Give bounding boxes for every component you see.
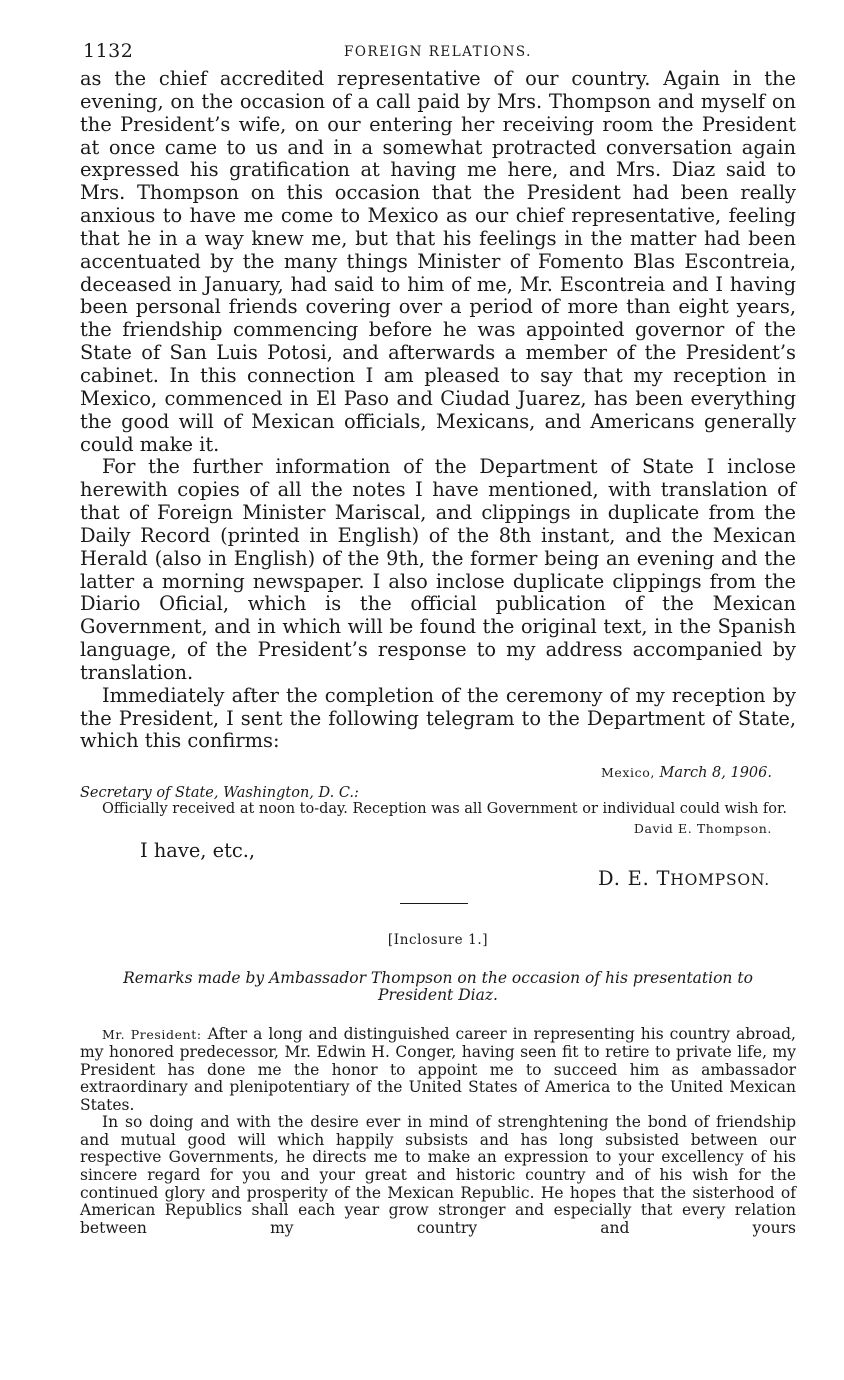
complimentary-close: I have, etc., bbox=[140, 839, 256, 863]
remarks-title: Remarks made by Ambassador Thompson on the occasion of his presentation to President Diaz. bbox=[123, 969, 753, 1005]
signature-rest: HOMPSON. bbox=[670, 871, 770, 890]
paragraph-2: For the further information of the Department of State I inclose herewith copies of all the notes I have mentioned, with translation of that of Foreign Minister Mariscal, and clippings in duplicate from the Daily Record (printed in English) of the 8th instant, and the Mexican Herald (also in English) of the 9th, the former being an evening and the latter a morning newspaper. I also inclose duplicate clippings from the Diario Oficial, which is the official publication of the Mexican Government, and in which will be found the original text, in the Spanish language, of the President’s response to my address accompanied by translation. bbox=[80, 455, 796, 684]
page-header bbox=[80, 40, 796, 68]
speech bbox=[80, 1026, 796, 1237]
telegram-text: Officially received at noon to-day. Reception was all Government or individual could wish for. bbox=[102, 801, 787, 818]
running-head: FOREIGN RELATIONS. bbox=[344, 44, 532, 60]
telegram-dateline bbox=[80, 765, 772, 785]
speech-address: Mr. President: bbox=[102, 1027, 202, 1043]
speech-paragraph-2: In so doing and with the desire ever in mind of strenghtening the bond of friendship and mutual good will which happily subsists and has long subsisted between our respective Governments, he directs me to make an expression to your excellency of his sincere regard for you and your great and historic country and of his wish for the continued glory and prosperity of the Mexican Republic. He hopes that the sisterhood of American Republics shall each year grow stronger and especially that every relation between my country and yours bbox=[80, 1113, 796, 1237]
telegram bbox=[80, 765, 796, 837]
telegram-address: Secretary of State, Washington, D. C.: bbox=[80, 785, 359, 802]
paragraph-3: Immediately after the completion of the ceremony of my reception by the President, I sent the following telegram to the Department of State, which this confirms: bbox=[80, 683, 796, 753]
page-number: 1132 bbox=[83, 40, 134, 62]
signature-initials: D. E. T bbox=[598, 867, 671, 891]
letter-body bbox=[80, 68, 796, 753]
document-page bbox=[80, 40, 796, 1237]
telegram-signature: David E. Thompson. bbox=[633, 821, 772, 837]
inclosure-label: [Inclosure 1.] bbox=[387, 932, 489, 949]
paragraph-1: as the chief accredited representative of our country. Again in the evening, on the occasion of a call paid by Mrs. Thompson and myself on the President’s wife, on our entering her receiving room the President at once came to us and in a somewhat protracted conversation again expressed his gratification at having me here, and Mrs. Diaz said to Mrs. Thompson on this occasion that the President had been really anxious to have me come to Mexico as our chief representative, feeling that he in a way knew me, but that his feelings in the matter had been accentuated by the many things Minister of Fomento Blas Escontreia, deceased in January, had said to him of me, Mr. Escontreia and I having been personal friends covering over a period of more than eight years, the friendship commencing before he was appointed governor of the State of San Luis Potosi, and afterwards a member of the President’s cabinet. In this connection I am pleased to say that my reception in Mexico, commenced in El Paso and Ciudad Juarez, has been everything the good will of Mexican officials, Mexicans, and Americans generally could make it. bbox=[80, 67, 796, 456]
closing-block bbox=[80, 839, 796, 893]
telegram-date: March 8, 1906. bbox=[659, 765, 772, 782]
speech-paragraph-1 bbox=[80, 1026, 796, 1114]
section-divider bbox=[400, 903, 468, 904]
closing-signature bbox=[598, 867, 770, 890]
speech-text-1: After a long and distinguished career in representing his country abroad, my honored predecessor, Mr. Edwin H. Conger, having seen fit to retire to private life, my President has done me the honor to appoint me to succeed him as ambassador extraordinary and plenipotentiary of the United States of America to the United Mexican States. bbox=[80, 1025, 796, 1114]
telegram-place: Mexico, bbox=[600, 765, 655, 781]
